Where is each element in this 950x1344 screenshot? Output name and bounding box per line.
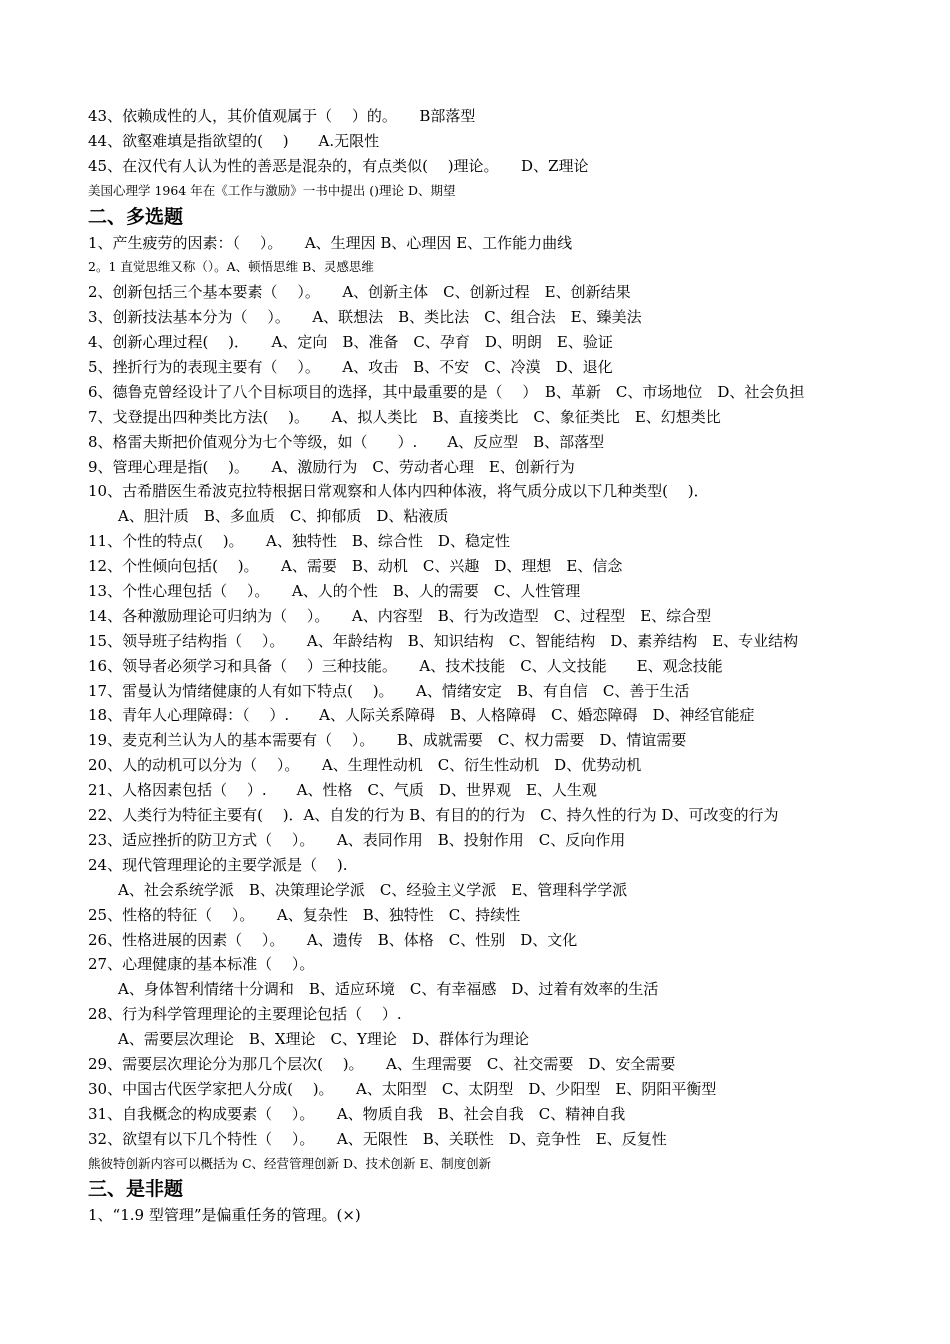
mc-question-16: 16、领导者必须学习和具备（ ）三种技能。 A、技术技能 C、人文技能 E、观念技能 [88, 656, 723, 675]
mc-question-31: 31、自我概念的构成要素（ ）。 A、物质自我 B、社会自我 C、精神自我 [88, 1104, 626, 1123]
mc-question-23: 23、适应挫折的防卫方式（ ）。 A、表同作用 B、投射作用 C、反向作用 [88, 830, 626, 849]
mc-question-11: 11、个性的特点( )。 A、独特性 B、综合性 D、稳定性 [88, 532, 510, 551]
mc-question-32: 32、欲望有以下几个特性（ ）。 A、无限性 B、关联性 D、竞争性 E、反复性 [88, 1129, 667, 1148]
mc-question-3: 3、创新技法基本分为（ ）。 A、联想法 B、类比法 C、组合法 E、臻美法 [88, 308, 642, 327]
mc-question-12: 12、个性倾向包括( )。 A、需要 B、动机 C、兴趣 D、理想 E、信念 [88, 557, 623, 576]
tf-question-1: 1、“1.9 型管理”是偏重任务的管理。(×) [88, 1206, 361, 1225]
mc-question-22: 22、人类行为特征主要有( )．A、自发的行为 B、有目的的行为 C、持久性的行为 D、可改变的行为 [88, 806, 779, 825]
section-heading-true-false: 三、是非题 [88, 1178, 184, 1201]
mc-question-10: 10、古希腊医生希波克拉特根据日常观察和人体内四种体液，将气质分成以下几种类型( )． [88, 482, 709, 501]
mc-question-19: 19、麦克利兰认为人的基本需要有（ ）。 B、成就需要 C、权力需要 D、情谊需要 [88, 731, 687, 750]
mc-question-2: 2、创新包括三个基本要素（ ）。 A、创新主体 C、创新过程 E、创新结果 [88, 283, 631, 302]
mc-question-24: 24、现代管理理论的主要学派是（ ). [88, 855, 348, 874]
note-intuitive-thinking: 2。1 直觉思维又称（）。A、顿悟思维 B、灵感思维 [88, 259, 374, 275]
mc-question-28: 28、行为科学管理理论的主要理论包括（ ）. [88, 1005, 402, 1024]
note-expectation-theory: 美国心理学 1964 年在《工作与激励》一书中提出 ()理论 D、期望 [88, 182, 456, 198]
mc-question-29: 29、需要层次理论分为那几个层次( )。 A、生理需要 C、社交需要 D、安全需要 [88, 1054, 676, 1073]
mc-question-13: 13、个性心理包括（ ）。 A、人的个性 B、人的需要 C、人性管理 [88, 582, 581, 601]
question-44: 44、欲壑难填是指欲望的( ) A.无限性 [88, 131, 380, 150]
mc-question-14: 14、各种激励理论可归纳为（ ）。 A、内容型 B、行为改造型 C、过程型 E、综合型 [88, 606, 712, 625]
mc-question-28-options: A、需要层次理论 B、X理论 C、Y理论 D、群体行为理论 [118, 1030, 529, 1049]
mc-question-27-options: A、身体智利情绪十分调和 B、适应环境 C、有幸福感 D、过着有效率的生活 [118, 980, 659, 999]
mc-question-20: 20、人的动机可以分为（ ）。 A、生理性动机 C、衍生性动机 D、优势动机 [88, 756, 642, 775]
question-45: 45、在汉代有人认为性的善恶是混杂的，有点类似( )理论。 D、Z理论 [88, 156, 589, 175]
document-page [88, 104, 888, 1228]
note-schumpeter-innovation: 熊彼特创新内容可以概括为 C、经营管理创新 D、技术创新 E、制度创新 [88, 1155, 492, 1171]
mc-question-4: 4、创新心理过程( )． A、定向 B、准备 C、孕育 D、明朗 E、验证 [88, 333, 613, 352]
mc-question-9: 9、管理心理是指( )。 A、激励行为 C、劳动者心理 E、创新行为 [88, 457, 575, 476]
mc-question-24-options: A、社会系统学派 B、决策理论学派 C、经验主义学派 E、管理科学学派 [118, 880, 628, 899]
mc-question-15: 15、领导班子结构指（ ）。 A、年龄结构 B、知识结构 C、智能结构 D、素养结构 E、专业结构 [88, 631, 799, 650]
mc-question-18: 18、青年人心理障碍：（ ）. A、人际关系障碍 B、人格障碍 C、婚恋障碍 D、神经官能症 [88, 706, 755, 725]
mc-question-30: 30、中国古代医学家把人分成( )。 A、太阳型 C、太阴型 D、少阳型 E、阴阳平衡型 [88, 1079, 717, 1098]
mc-question-8: 8、格雷夫斯把价值观分为七个等级，如（ ）. A、反应型 B、部落型 [88, 432, 605, 451]
mc-question-10-options: A、胆汁质 B、多血质 C、抑郁质 D、粘液质 [118, 507, 449, 526]
mc-question-27: 27、心理健康的基本标准（ ）。 [88, 955, 315, 974]
mc-question-1: 1、产生疲劳的因素：（ ）。 A、生理因 B、心理因 E、工作能力曲线 [88, 233, 573, 252]
section-heading-multiple-choice: 二、多选题 [88, 205, 184, 228]
mc-question-17: 17、雷曼认为情绪健康的人有如下特点( )。 A、情绪安定 B、有自信 C、善于生活 [88, 681, 690, 700]
mc-question-21: 21、人格因素包括（ ）. A、性格 C、气质 D、世界观 E、人生观 [88, 781, 597, 800]
mc-question-6: 6、德鲁克曾经设计了八个目标项目的选择，其中最重要的是（ ） B、革新 C、市场地位 D、社会负担 [88, 382, 805, 401]
mc-question-7: 7、戈登提出四种类比方法( )。 A、拟人类比 B、直接类比 C、象征类比 E、幻想类比 [88, 407, 721, 426]
mc-question-5: 5、挫折行为的表现主要有（ ）。 A、攻击 B、不安 C、冷漠 D、退化 [88, 358, 613, 377]
mc-question-26: 26、性格进展的因素（ ）。 A、遗传 B、体格 C、性别 D、文化 [88, 930, 578, 949]
question-43: 43、依赖成性的人，其价值观属于（ ）的。 B部落型 [88, 107, 476, 125]
mc-question-25: 25、性格的特征（ ）。 A、复杂性 B、独特性 C、持续性 [88, 905, 521, 924]
